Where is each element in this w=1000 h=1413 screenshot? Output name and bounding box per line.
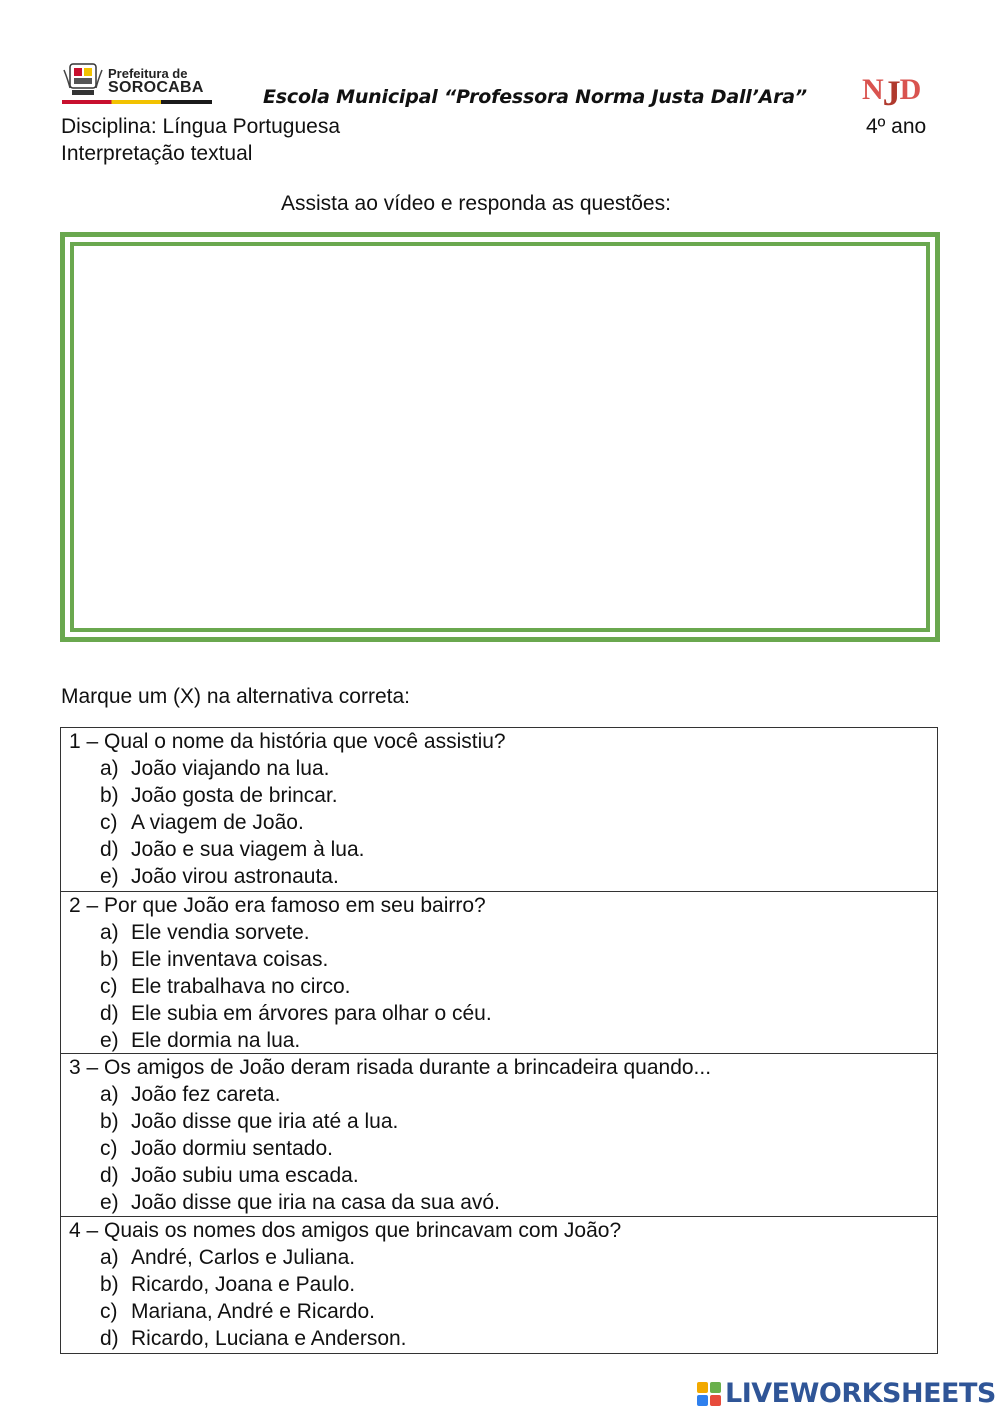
option-item[interactable] [69, 1135, 937, 1162]
prefeitura-color-bar [62, 100, 212, 104]
option-letter: b) [100, 1272, 119, 1296]
njd-letter-n: N [862, 73, 883, 106]
option-item[interactable] [69, 1298, 937, 1325]
njd-letter-j: J [882, 73, 900, 113]
option-letter: c) [100, 811, 118, 834]
prefeitura-logo [60, 58, 220, 108]
option-letter: a) [100, 920, 119, 944]
option-letter: e) [100, 1191, 119, 1214]
njd-letter-d: D [899, 73, 921, 106]
question-block-1 [61, 728, 937, 891]
liveworksheets-text: LIVEWORKSHEETS [725, 1378, 996, 1409]
disciplina-label: Disciplina: Língua Portuguesa [61, 115, 341, 138]
question-text: 3 – Os amigos de João deram risada durante a brincadeira quando... [69, 1056, 712, 1079]
option-letter: e) [100, 1028, 119, 1052]
prefeitura-line2: SOROCABA [108, 79, 204, 96]
option-text: André, Carlos e Juliana. [131, 1245, 356, 1269]
option-item[interactable] [69, 1108, 937, 1135]
option-item[interactable] [69, 919, 937, 946]
option-letter: c) [100, 1137, 118, 1160]
option-item[interactable] [69, 836, 937, 863]
option-letter: d) [100, 838, 119, 861]
option-text: João e sua viagem à lua. [131, 838, 365, 861]
video-frame[interactable] [60, 232, 940, 642]
prefeitura-line1: Prefeitura de [108, 66, 188, 81]
option-text: João virou astronauta. [131, 865, 339, 888]
question-block-4 [61, 1216, 937, 1353]
option-item[interactable] [69, 973, 937, 1000]
school-title: Escola Municipal “Professora Norma Justa Dall’Ara” [263, 86, 807, 108]
option-item[interactable] [69, 1271, 937, 1298]
option-text: João disse que iria na casa da sua avó. [131, 1191, 500, 1214]
option-item[interactable] [69, 1325, 937, 1352]
liveworksheets-logo-icon [697, 1382, 721, 1406]
option-item[interactable] [69, 946, 937, 973]
option-letter: d) [100, 1326, 119, 1350]
option-text: Ele inventava coisas. [131, 947, 329, 971]
option-item[interactable] [69, 782, 937, 809]
grade-label: 4º ano [866, 115, 927, 138]
option-text: João fez careta. [131, 1083, 281, 1106]
option-text: João viajando na lua. [131, 757, 330, 780]
option-item[interactable] [69, 1000, 937, 1027]
option-text: Mariana, André e Ricardo. [131, 1299, 375, 1323]
option-letter: e) [100, 865, 119, 888]
instruction-text: Assista ao vídeo e responda as questões: [281, 192, 671, 215]
option-text: Ele trabalhava no circo. [131, 974, 351, 998]
question-text: 2 – Por que João era famoso em seu bairro? [69, 893, 486, 917]
option-letter: c) [100, 1299, 118, 1323]
option-item[interactable] [69, 863, 937, 890]
option-text: Ele subia em árvores para olhar o céu. [131, 1001, 492, 1025]
option-letter: c) [100, 974, 118, 998]
option-letter: b) [100, 784, 119, 807]
option-item[interactable] [69, 1027, 937, 1054]
city-crest-icon [62, 60, 104, 98]
option-text: João disse que iria até a lua. [131, 1110, 399, 1133]
video-frame-inner-border [70, 242, 930, 632]
option-text: Ricardo, Luciana e Anderson. [131, 1326, 407, 1350]
option-text: João subiu uma escada. [131, 1164, 359, 1187]
option-item[interactable] [69, 809, 937, 836]
option-text: Ele dormia na lua. [131, 1028, 301, 1052]
question-text: 1 – Qual o nome da história que você assistiu? [69, 730, 506, 753]
option-letter: a) [100, 1083, 119, 1106]
question-block-3 [61, 1053, 937, 1216]
option-item[interactable] [69, 1244, 937, 1271]
option-letter: b) [100, 1110, 119, 1133]
marque-instruction: Marque um (X) na alternativa correta: [61, 685, 410, 708]
option-item[interactable] [69, 1189, 937, 1216]
option-text: Ricardo, Joana e Paulo. [131, 1272, 356, 1296]
option-item[interactable] [69, 755, 937, 782]
question-text: 4 – Quais os nomes dos amigos que brincavam com João? [69, 1218, 622, 1242]
questions-table [60, 727, 938, 1354]
option-text: A viagem de João. [131, 811, 304, 834]
option-letter: d) [100, 1001, 119, 1025]
option-text: João gosta de brincar. [131, 784, 338, 807]
option-letter: a) [100, 1245, 119, 1269]
option-item[interactable] [69, 1162, 937, 1189]
question-block-2 [61, 891, 937, 1054]
subject-type-label: Interpretação textual [61, 142, 253, 165]
option-text: João dormiu sentado. [131, 1137, 333, 1160]
option-text: Ele vendia sorvete. [131, 920, 310, 944]
option-letter: b) [100, 947, 119, 971]
njd-logo [862, 66, 942, 113]
option-letter: a) [100, 757, 119, 780]
option-letter: d) [100, 1164, 119, 1187]
option-item[interactable] [69, 1081, 937, 1108]
